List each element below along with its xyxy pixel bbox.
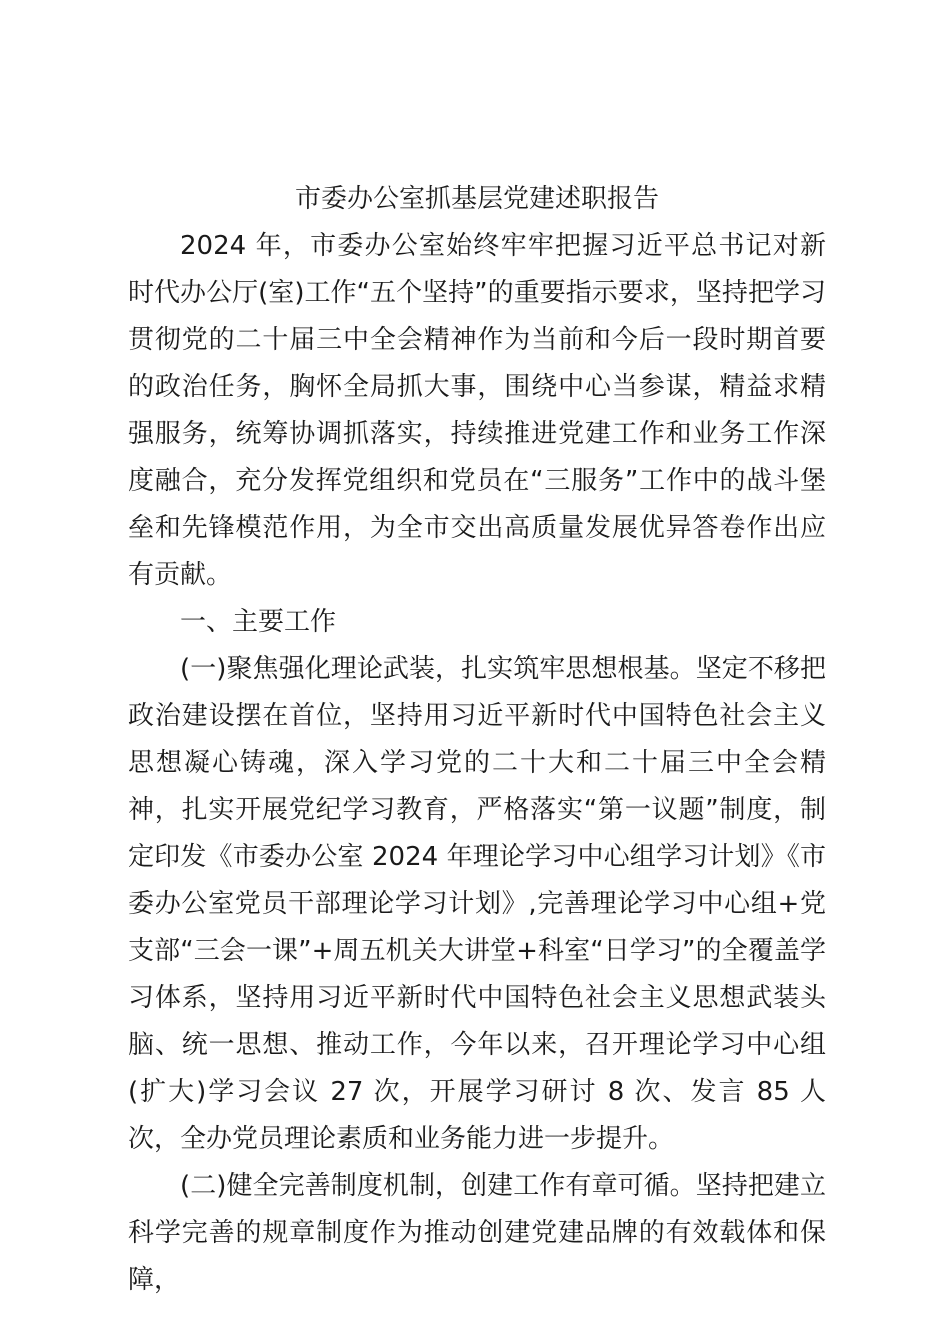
section-heading-main-work: 一、主要工作 — [180, 607, 337, 637]
intro-paragraph: 2024 年，市委办公室始终牢牢把握习近平总书记对新时代办公厅(室)工作“五个坚持”的重要指示要求，坚持把学习贯彻党的二十届三中全会精神作为当前和今后一段时期首要的政治任务，胸怀全局抓大事，围绕中心当参谋，精益求精强服务，统筹协调抓落实，持续推进党建工作和业务工作深度融合，充分发挥党组织和党员在“三服务”工作中的战斗堡垒和先锋模范作用，为全市交出高质量发展优异答卷作出应有贡献。 — [128, 231, 826, 590]
paragraph-item-2: (二)健全完善制度机制，创建工作有章可循。坚持把建立科学完善的规章制度作为推动创建党建品牌的有效载体和保障， — [128, 1171, 826, 1295]
document-page — [128, 176, 826, 1304]
document-title: 市委办公室抓基层党建述职报告 — [294, 184, 659, 214]
paragraph-item-1: (一)聚焦强化理论武装，扎实筑牢思想根基。坚定不移把政治建设摆在首位，坚持用习近平新时代中国特色社会主义思想凝心铸魂，深入学习党的二十大和二十届三中全会精神，扎实开展党纪学习教育，严格落实“第一议题”制度，制定印发《市委办公室 2024 年理论学习中心组学习计划》《市委办公室党员干部理论学习计划》,完善理论学习中心组+党支部“三会一课”+周五机关大讲堂+科室“日学习”的全覆盖学习体系，坚持用习近平新时代中国特色社会主义思想武装头脑、统一思想、推动工作，今年以来，召开理论学习中心组(扩大)学习会议 27 次，开展学习研讨 8 次、发言 85 人次，全办党员理论素质和业务能力进一步提升。 — [128, 654, 826, 1154]
